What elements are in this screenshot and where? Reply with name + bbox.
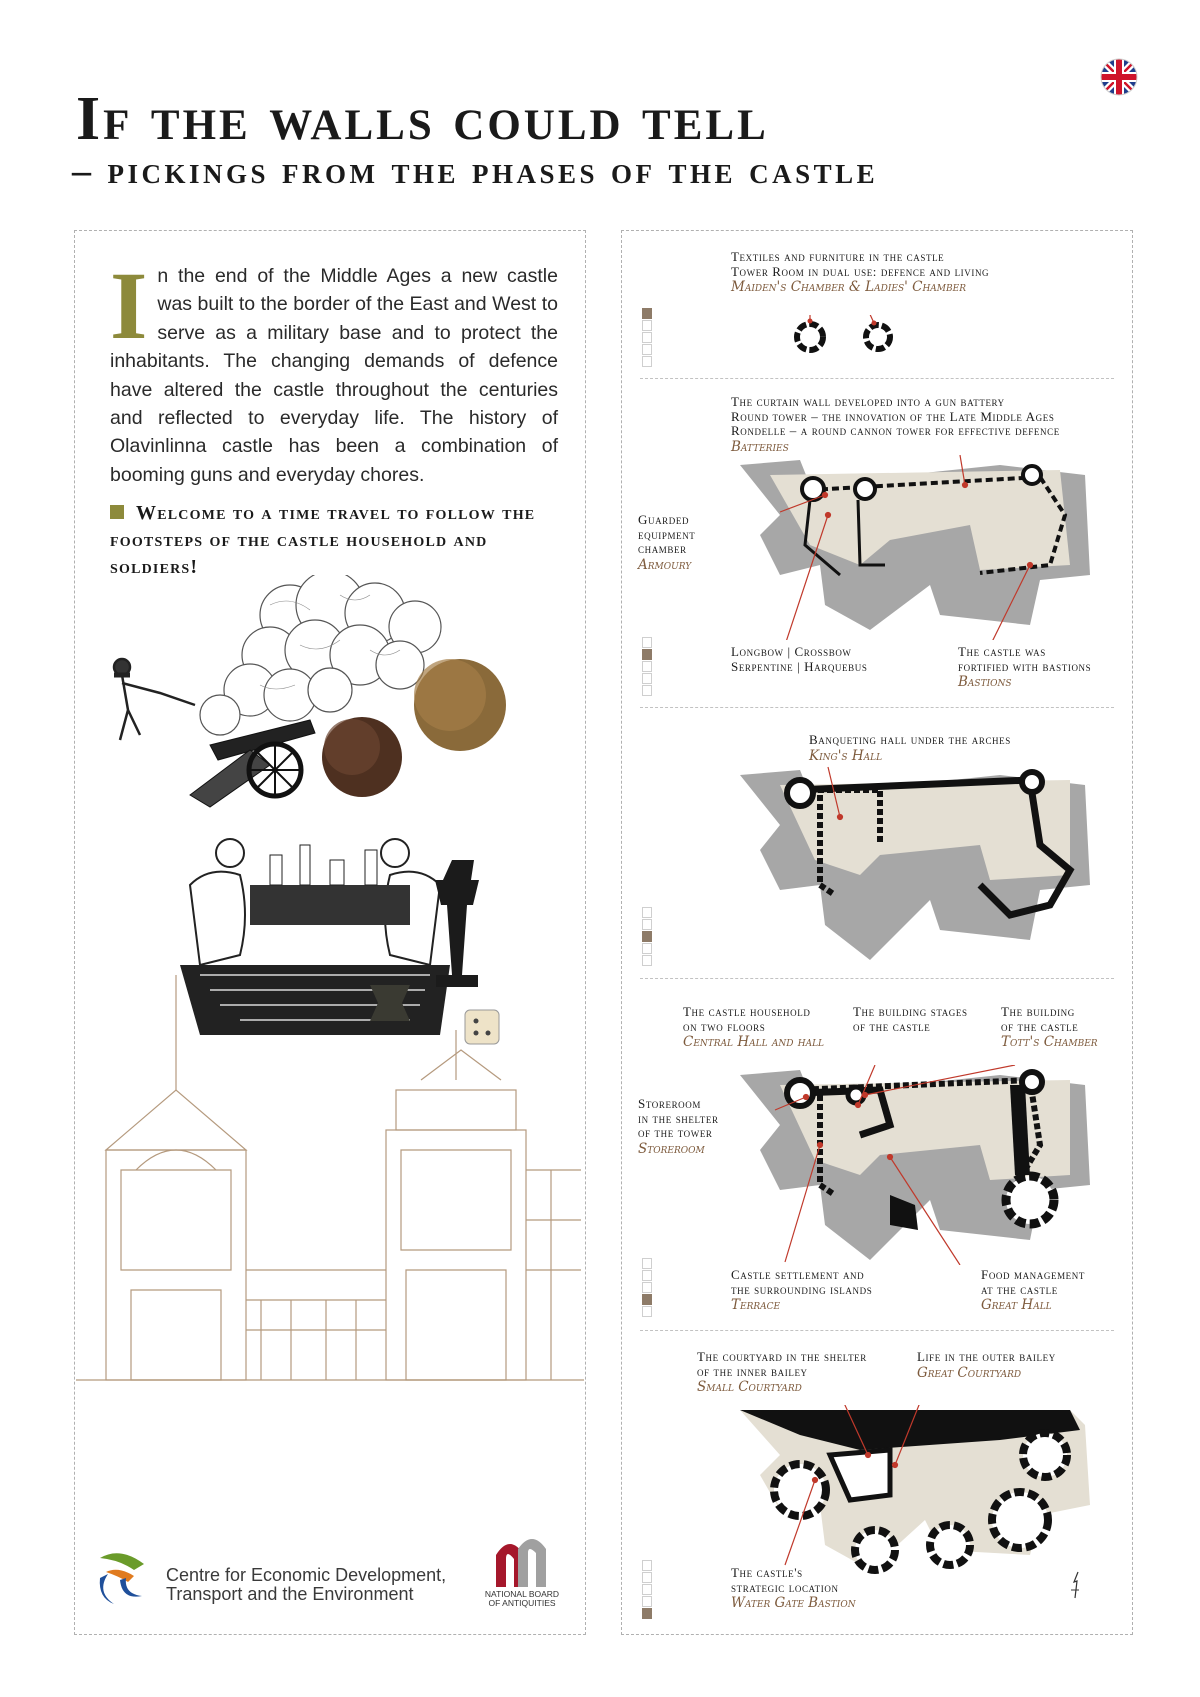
caption-line: chamber	[638, 541, 687, 556]
phase2-caption-top	[731, 395, 1111, 456]
phase-separator	[640, 978, 1114, 979]
caption-line: Storeroom	[638, 1096, 701, 1111]
phase-marker	[642, 1258, 652, 1318]
castle-towers-drawing	[76, 970, 584, 1400]
phase-separator	[640, 378, 1114, 379]
intro-text: n the end of the Middle Ages a new castle was built to the border of the East and West to serve as a military base and to protect the inhabitants. The changing demands of defence have altered the castle throughout the centuries and reflected to everyday life. The history of Olavinlinna castle has been a combination of booming guns and everyday chores.	[110, 265, 558, 486]
phase4-castle-plan	[740, 1065, 1100, 1265]
phase2-caption-bottom-right	[958, 645, 1128, 691]
phase-marker	[642, 308, 652, 368]
nba-line-2: OF ANTIQUITIES	[488, 1598, 556, 1608]
caption-line: Banqueting hall under the arches	[809, 732, 1011, 747]
phase-separator	[640, 1330, 1114, 1331]
bullet-square-icon	[110, 505, 124, 519]
page-subtitle: – pickings from the phases of the castle	[72, 150, 879, 192]
welcome-text: Welcome to a time travel to follow the footsteps of the castle household and soldiers!	[110, 502, 536, 578]
caption-line: Castle settlement and	[731, 1267, 865, 1282]
caption-line: Round tower – the innovation of the Late Middle Ages	[731, 408, 1055, 424]
caption-line: The building stages	[853, 1004, 968, 1019]
caption-line: The building	[1001, 1004, 1075, 1019]
caption-line: of the castle	[1001, 1018, 1079, 1034]
phase-marker	[642, 1560, 652, 1620]
phase1-tower-plan	[790, 315, 900, 365]
caption-line: The castle's	[731, 1565, 803, 1580]
caption-line: The curtain wall developed into a gun battery	[731, 394, 1005, 409]
caption-line: in the shelter	[638, 1110, 719, 1126]
ely-line-2: Transport and the Environment	[166, 1584, 414, 1604]
caption-line: The courtyard in the shelter	[697, 1349, 867, 1364]
caption-line: Longbow | Crossbow	[731, 644, 852, 659]
phase-separator	[640, 707, 1114, 708]
room-name: Terrace	[731, 1297, 781, 1313]
phase4-caption-3	[1001, 1005, 1121, 1051]
caption-line: The castle household	[683, 1004, 811, 1019]
caption-line: Food management	[981, 1267, 1085, 1282]
room-name: Batteries	[731, 438, 789, 455]
uk-flag-icon[interactable]	[1100, 58, 1138, 96]
room-name: Maiden's Chamber & Ladies' Chamber	[731, 279, 966, 295]
caption-line: the surrounding islands	[731, 1281, 873, 1297]
phase5-castle-plan	[740, 1405, 1100, 1575]
caption-line: of the inner bailey	[697, 1363, 808, 1379]
caption-line: Rondelle – a round cannon tower for effective defence	[731, 423, 1060, 438]
room-name: Great Hall	[981, 1297, 1052, 1313]
national-board-antiquities-logo-icon	[488, 1535, 556, 1587]
ely-line-1: Centre for Economic Development,	[166, 1565, 447, 1585]
caption-line: strategic location	[731, 1579, 839, 1595]
phase2-caption-bottom-left	[731, 645, 931, 674]
nba-line-1: NATIONAL BOARD	[484, 1589, 560, 1599]
caption-line: of the castle	[853, 1018, 931, 1034]
room-name: Great Courtyard	[917, 1364, 1022, 1381]
page-title: If the walls could tell	[76, 85, 769, 153]
phase5-caption-1	[697, 1350, 897, 1396]
phase1-caption	[731, 250, 1091, 296]
intro-paragraph	[110, 252, 558, 489]
room-name: Central Hall and hall	[683, 1034, 825, 1050]
phase-marker	[642, 637, 652, 697]
room-name: Armoury	[638, 556, 692, 573]
phase4-caption-1	[683, 1005, 843, 1051]
caption-line: The castle was	[958, 644, 1046, 659]
room-name: King's Hall	[809, 747, 883, 764]
caption-line: of the tower	[638, 1125, 713, 1140]
ely-centre-logo-icon	[96, 1548, 150, 1604]
phase5-caption-2	[917, 1350, 1117, 1382]
phase4-caption-6	[981, 1268, 1121, 1314]
phase3-castle-plan	[740, 765, 1100, 965]
caption-line: on two floors	[683, 1018, 766, 1034]
drop-cap: I	[110, 252, 148, 359]
caption-line: Serpentine | Harquebus	[731, 658, 868, 674]
caption-line: equipment	[638, 526, 696, 542]
phase2-caption-left	[638, 513, 728, 574]
caption-line: Textiles and furniture in the castle	[731, 249, 945, 264]
room-name: Small Courtyard	[697, 1379, 802, 1395]
room-name: Bastions	[958, 674, 1012, 690]
phase-marker	[642, 907, 652, 967]
caption-line: at the castle	[981, 1281, 1058, 1297]
caption-line: fortified with bastions	[958, 658, 1092, 674]
ely-centre-name	[166, 1566, 446, 1604]
room-name: Tott's Chamber	[1001, 1034, 1098, 1050]
national-board-name	[466, 1590, 578, 1608]
room-name: Water Gate Bastion	[731, 1595, 856, 1611]
phase3-caption	[809, 733, 1109, 765]
caption-line: Tower Room in dual use: defence and living	[731, 263, 990, 279]
phase4-caption-4	[638, 1097, 738, 1158]
caption-line: Life in the outer bailey	[917, 1349, 1056, 1364]
caption-line: Guarded	[638, 512, 690, 527]
phase4-caption-5	[731, 1268, 931, 1314]
phase4-caption-2	[853, 1005, 1003, 1034]
phase2-castle-plan	[740, 455, 1100, 640]
room-name: Storeroom	[638, 1140, 705, 1157]
welcome-heading	[110, 500, 558, 581]
north-arrow-icon	[1068, 1570, 1086, 1600]
